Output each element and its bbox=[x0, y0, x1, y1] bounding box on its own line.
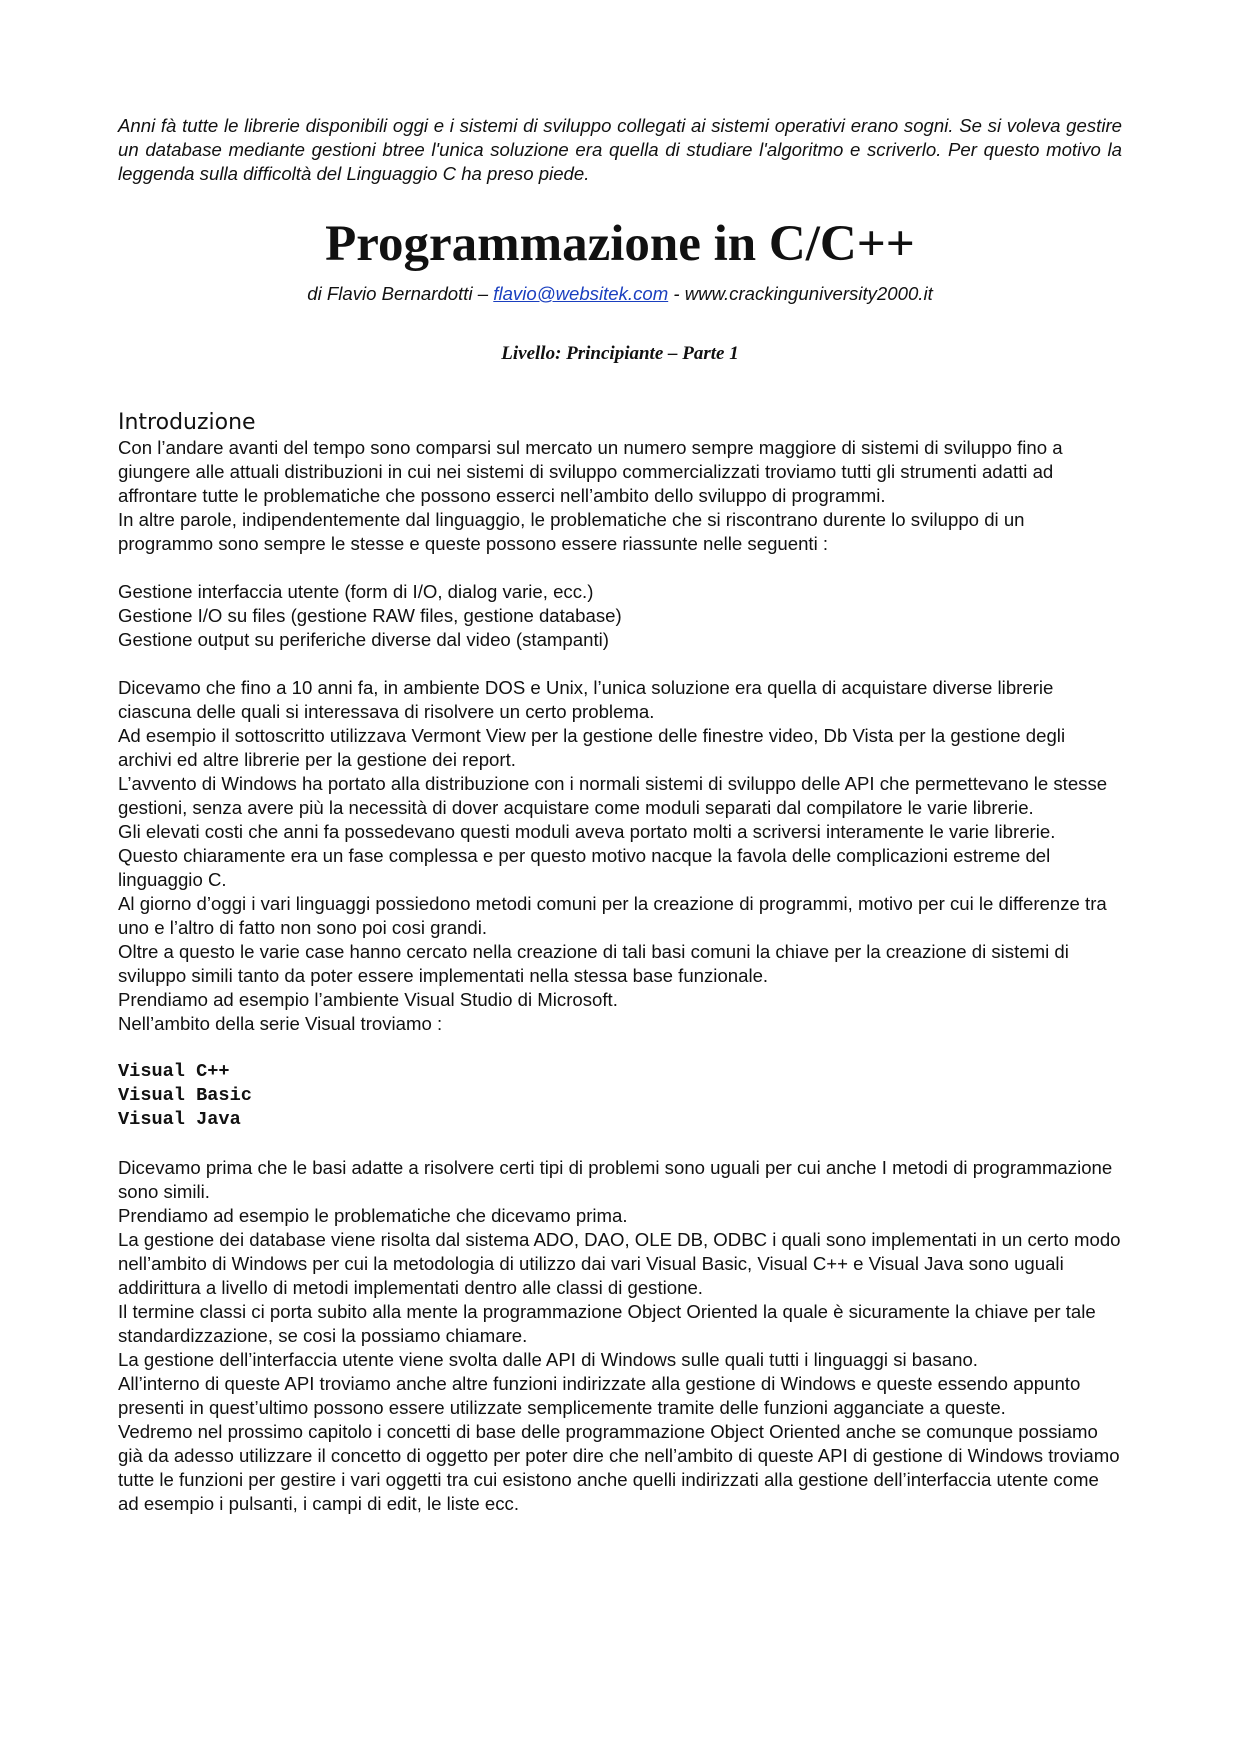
document-page bbox=[118, 114, 1122, 1516]
level-label: Livello: Principiante – Parte 1 bbox=[501, 343, 739, 364]
paragraph: La gestione dei database viene risolta dal sistema ADO, DAO, OLE DB, ODBC i quali sono implementati in un certo modo nell’ambito di Windows per cui la metodologia di utilizzo dai vari Visual Basic, Visual C++ e Visual Java sono uguali addirittura a livello di metodi implementati dentro alle classi di gestione. bbox=[118, 1229, 1121, 1298]
byline-author: di Flavio Bernardotti – bbox=[307, 283, 494, 304]
problem-list bbox=[118, 580, 1122, 652]
code-line: Visual Basic bbox=[118, 1085, 252, 1106]
paragraph: Gli elevati costi che anni fa possedevano questi moduli aveva portato molti a scriversi interamente le varie librerie. bbox=[118, 821, 1056, 842]
paragraph: All’interno di queste API troviamo anche altre funzioni indirizzate alla gestione di Windows e queste essendo appunto presenti in quest’ultimo possono essere utilizzate semplicemente tramite delle funzioni agganciate a queste. bbox=[118, 1373, 1081, 1418]
byline-website: - www.crackinguniversity2000.it bbox=[668, 283, 933, 304]
author-email-link[interactable]: flavio@websitek.com bbox=[493, 283, 669, 304]
paragraph: Oltre a questo le varie case hanno cercato nella creazione di tali basi comuni la chiave per la creazione di sistemi di sviluppo simili tanto da poter essere implementati nella stessa base funzionale. bbox=[118, 941, 1069, 986]
intro-block-1 bbox=[118, 436, 1122, 556]
paragraph: Nell’ambito della serie Visual troviamo : bbox=[118, 1013, 443, 1034]
paragraph: Questo chiaramente era un fase complessa e per questo motivo nacque la favola delle complicazioni estreme del linguaggio C. bbox=[118, 845, 1051, 890]
visual-languages-code-list bbox=[118, 1060, 1122, 1132]
page-title: Programmazione in C/C++ bbox=[325, 216, 915, 272]
paragraph: Con l’andare avanti del tempo sono comparsi sul mercato un numero sempre maggiore di sistemi di sviluppo fino a giungere alle attuali distribuzioni in cui nei sistemi di sviluppo commercializzati troviamo tutti gli strumenti adatti ad affrontare tutte le problematiche che possono esserci nell’ambito dello sviluppo di programmi. bbox=[118, 437, 1063, 506]
code-line: Visual Java bbox=[118, 1109, 241, 1130]
paragraph: Il termine classi ci porta subito alla mente la programmazione Object Oriented la quale è sicuramente la chiave per tale standardizzazione, se cosi la possiamo chiamare. bbox=[118, 1301, 1096, 1346]
paragraph: Prendiamo ad esempio l’ambiente Visual Studio di Microsoft. bbox=[118, 989, 618, 1010]
paragraph: Dicevamo che fino a 10 anni fa, in ambiente DOS e Unix, l’unica soluzione era quella di acquistare diverse librerie ciascuna delle quali si interessava di risolvere un certo problema. bbox=[118, 677, 1054, 722]
paragraph: Dicevamo prima che le basi adatte a risolvere certi tipi di problemi sono uguali per cui anche I metodi di programmazione sono simili. bbox=[118, 1157, 1113, 1202]
list-item: Gestione output su periferiche diverse dal video (stampanti) bbox=[118, 629, 609, 650]
paragraph: L’avvento di Windows ha portato alla distribuzione con i normali sistemi di sviluppo delle API che permettevano le stesse gestioni, senza avere più la necessità di dover acquistare come moduli separati dal compilatore le varie librerie. bbox=[118, 773, 1108, 818]
paragraph: Prendiamo ad esempio le problematiche che dicevamo prima. bbox=[118, 1205, 628, 1226]
paragraph: Ad esempio il sottoscritto utilizzava Vermont View per la gestione delle finestre video, Db Vista per la gestione degli archivi ed altre librerie per la gestione dei report. bbox=[118, 725, 1066, 770]
section-heading-introduzione: Introduzione bbox=[118, 410, 256, 435]
paragraph: In altre parole, indipendentemente dal linguaggio, le problematiche che si riscontrano durente lo sviluppo di un programmo sono sempre le stesse e queste possono essere riassunte nelle seguenti : bbox=[118, 509, 1025, 554]
list-item: Gestione I/O su files (gestione RAW files, gestione database) bbox=[118, 605, 622, 626]
paragraph: La gestione dell’interfaccia utente viene svolta dalle API di Windows sulle quali tutti i linguaggi si basano. bbox=[118, 1349, 978, 1370]
paragraph: Vedremo nel prossimo capitolo i concetti di base delle programmazione Object Oriented anche se comunque possiamo già da adesso utilizzare il concetto di oggetto per poter dire che nell’ambito di queste API di gestione di Windows troviamo tutte le funzioni per gestire i vari oggetti tra cui esistono anche quelli indirizzati alla gestione dell’interfaccia utente come ad esempio i pulsanti, i campi di edit, le liste ecc. bbox=[118, 1421, 1120, 1514]
intro-quote: Anni fà tutte le librerie disponibili oggi e i sistemi di sviluppo collegati ai sistemi operativi erano sogni. Se si voleva gestire un database mediante gestioni btree l'unica soluzione era quella di studiare l'algoritmo e scriverlo. Per questo motivo la leggenda sulla difficoltà del Linguaggio C ha preso piede. bbox=[118, 115, 1122, 184]
byline bbox=[118, 282, 1122, 306]
methods-block bbox=[118, 1156, 1122, 1516]
list-item: Gestione interfaccia utente (form di I/O, dialog varie, ecc.) bbox=[118, 581, 594, 602]
code-line: Visual C++ bbox=[118, 1061, 230, 1082]
paragraph: Al giorno d’oggi i vari linguaggi possiedono metodi comuni per la creazione di programmi, motivo per cui le differenze tra uno e l’altro di fatto non sono poi cosi grandi. bbox=[118, 893, 1107, 938]
history-block bbox=[118, 676, 1122, 1036]
